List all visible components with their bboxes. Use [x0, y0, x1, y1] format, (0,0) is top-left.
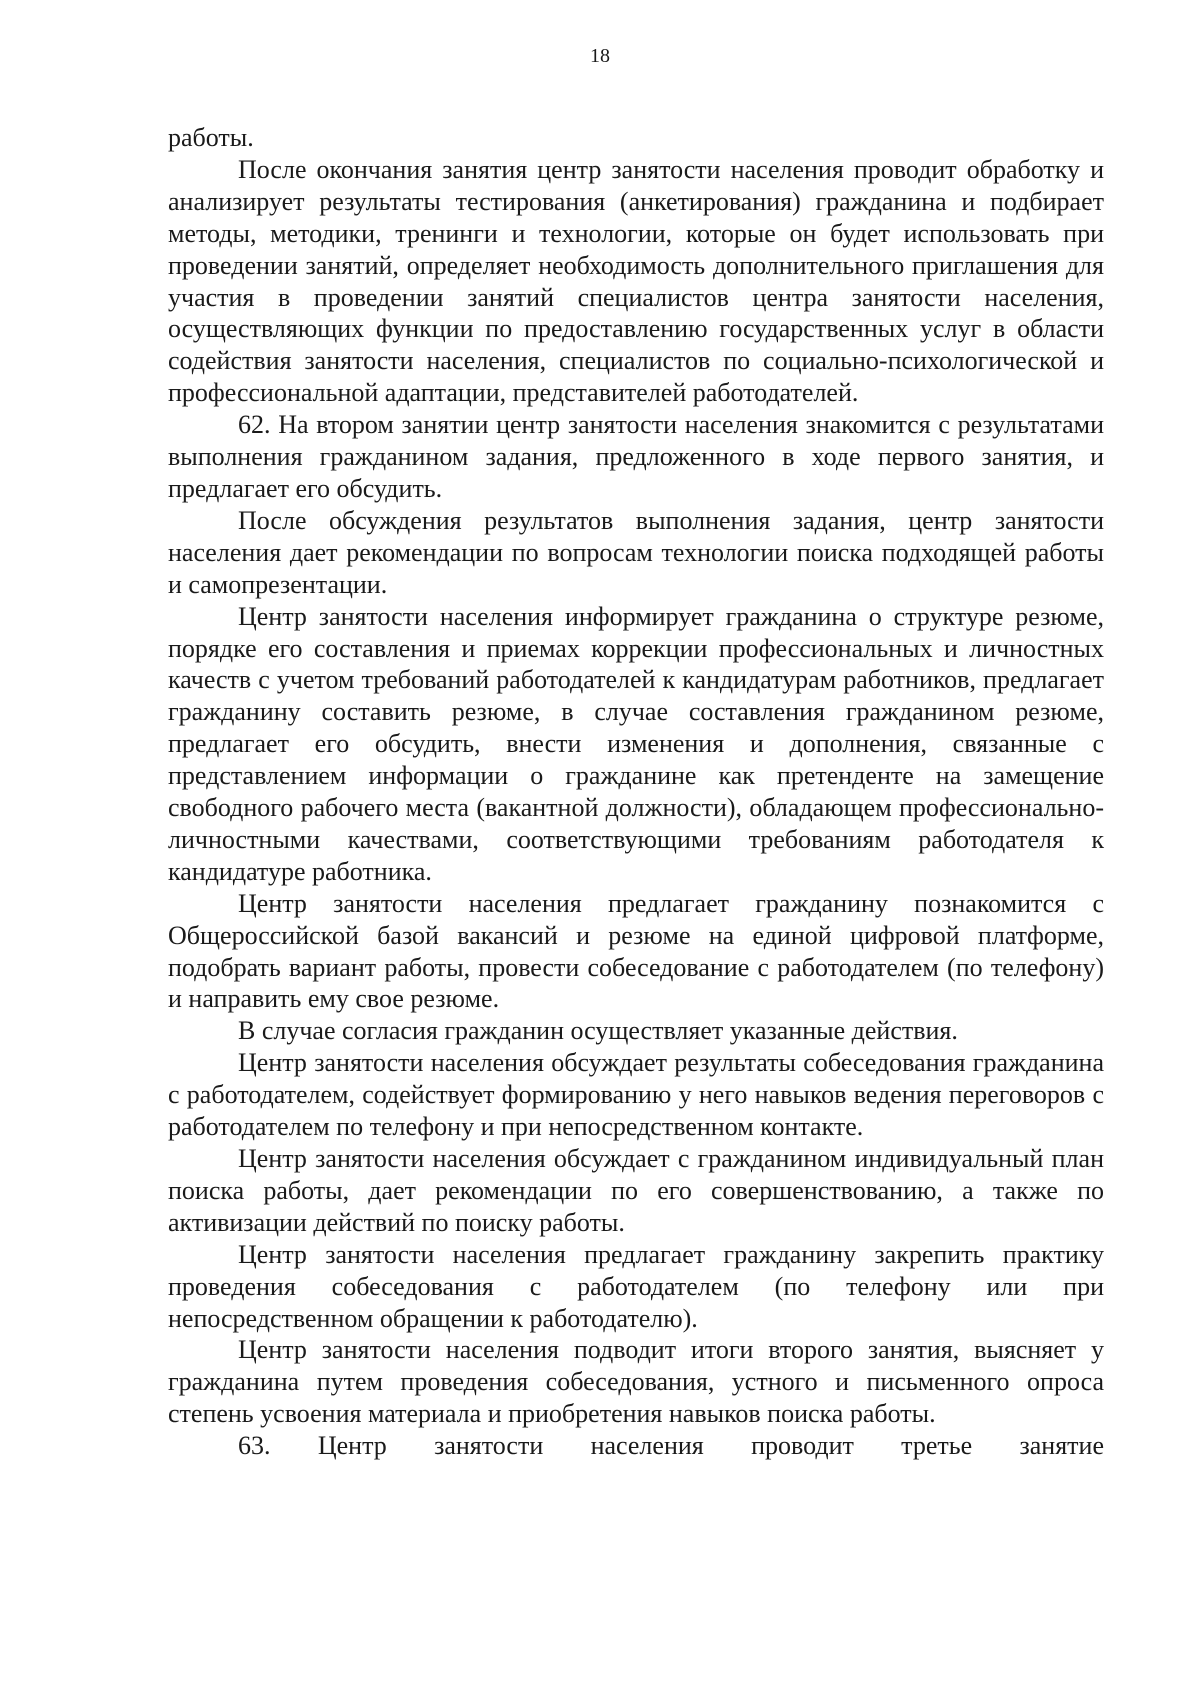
- paragraph: 62. На втором занятии центр занятости населения знакомится с результатами выполнения гражданином задания, предложенного в ходе первого занятия, и предлагает его обсудить.: [168, 410, 1104, 503]
- paragraph: 63. Центр занятости населения проводит третье занятие: [238, 1431, 1104, 1461]
- paragraph: Центр занятости населения обсуждает с гражданином индивидуальный план поиска работы, дает рекомендации по его совершенствованию, а также по активизации действий по поиску работы.: [168, 1144, 1104, 1237]
- paragraph: После обсуждения результатов выполнения задания, центр занятости населения дает рекомендации по вопросам технологии поиска подходящей работы и самопрезентации.: [168, 505, 1104, 599]
- paragraph: Центр занятости населения подводит итоги второго занятия, выясняет у гражданина путем проведения собеседования, устного и письменного опроса степень усвоения материала и приобретения навыков поиска работы.: [168, 1335, 1104, 1429]
- page-number: 18: [590, 45, 610, 67]
- paragraph: Центр занятости населения предлагает гражданину закрепить практику проведения собеседования с работодателем (по телефону или при непосредственном обращении к работодателю).: [168, 1239, 1104, 1333]
- paragraph: Центр занятости населения предлагает гражданину познакомится с Общероссийской базой вакансий и резюме на единой цифровой платформе, подобрать вариант работы, провести собеседование с работодателем (по телефону) и направить ему свое резюме.: [168, 888, 1104, 1014]
- document-body: [168, 122, 1104, 1462]
- paragraph: После окончания занятия центр занятости населения проводит обработку и анализирует результаты тестирования (анкетирования) гражданина и подбирает методы, методики, тренинги и технологии, которые он будет использовать при проведении занятий, определяет необходимость дополнительного приглашения для участия в проведении занятий специалистов центра занятости населения, осуществляющих функции по предоставлению государственных услуг в области содействия занятости населения, специалистов по социально-психологической и профессиональной адаптации, представителей работодателей.: [168, 154, 1104, 408]
- paragraph: В случае согласия гражданин осуществляет указанные действия.: [238, 1016, 958, 1046]
- paragraph: Центр занятости населения обсуждает результаты собеседования гражданина с работодателем, содействует формированию у него навыков ведения переговоров с работодателем по телефону и при непосредственном контакте.: [168, 1048, 1104, 1142]
- paragraph: работы.: [168, 123, 254, 152]
- paragraph: Центр занятости населения информирует гражданина о структуре резюме, порядке его составления и приемах коррекции профессиональных и личностных качеств с учетом требований работодателей к кандидатурам работников, предлагает гражданину составить резюме, в случае составления гражданином резюме, предлагает его обсудить, внести изменения и дополнения, связанные с представлением информации о гражданине как претенденте на замещение свободного рабочего места (вакантной должности), обладающем профессионально-личностными качествами, соответствующими требованиям работодателя к кандидатуре работника.: [168, 601, 1104, 886]
